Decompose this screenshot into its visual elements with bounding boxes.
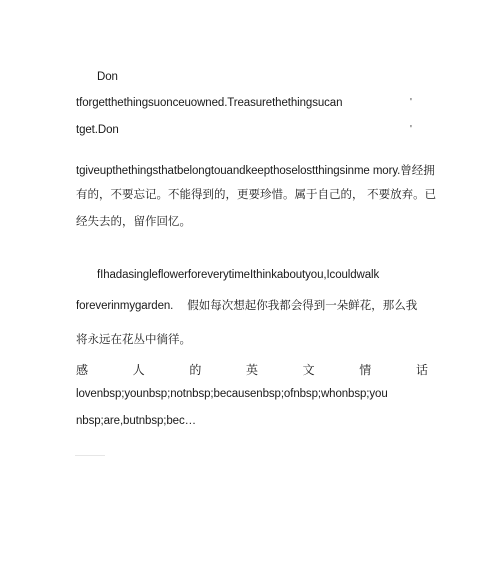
heading-char: 情 bbox=[359, 363, 372, 377]
text-line: 将永远在花丛中徜徉。 bbox=[76, 332, 191, 346]
heading-char: 的 bbox=[189, 363, 202, 377]
heading-char: 感 bbox=[76, 363, 89, 377]
text-line: tget.Don bbox=[76, 124, 119, 136]
text-line: 有的，不要忘记。不能得到的，更要珍惜。属于自己的， 不要放弃。已 bbox=[76, 187, 437, 201]
apostrophe-mark: ' bbox=[410, 97, 412, 108]
heading-char: 英 bbox=[245, 363, 258, 377]
text-line: lovenbsp;younbsp;notnbsp;becausenbsp;ofnbsp;whonbsp;you bbox=[76, 388, 388, 400]
text-segment-en: tgiveupthethingsthatbelongtouandkeepthoselostthingsinme mory. bbox=[76, 165, 401, 177]
text-line bbox=[76, 162, 435, 178]
heading-char: 文 bbox=[302, 363, 315, 377]
heading-char: 人 bbox=[132, 363, 145, 377]
text-segment-cn: 曾经拥 bbox=[400, 163, 435, 177]
text-line bbox=[76, 297, 417, 313]
text-line: 经失去的，留作回忆。 bbox=[76, 214, 191, 228]
text-segment-cn: 假如每次想起你我都会得到一朵鲜花，那么我 bbox=[187, 298, 418, 312]
text-line: tforgetthethingsuonceuowned.Treasurethethingsucan bbox=[76, 97, 343, 109]
text-line: nbsp;are,butnbsp;bec… bbox=[76, 415, 197, 427]
text-line: Don bbox=[97, 71, 118, 83]
heading-char: 话 bbox=[415, 363, 428, 377]
apostrophe-mark: ' bbox=[410, 124, 412, 135]
section-heading bbox=[76, 361, 428, 378]
text-segment-en: foreverinmygarden. bbox=[76, 300, 174, 312]
faint-divider bbox=[75, 455, 105, 456]
text-line: fIhadasingleflowerforeverytimeIthinkaboutyou,Icouldwalk bbox=[97, 269, 380, 281]
